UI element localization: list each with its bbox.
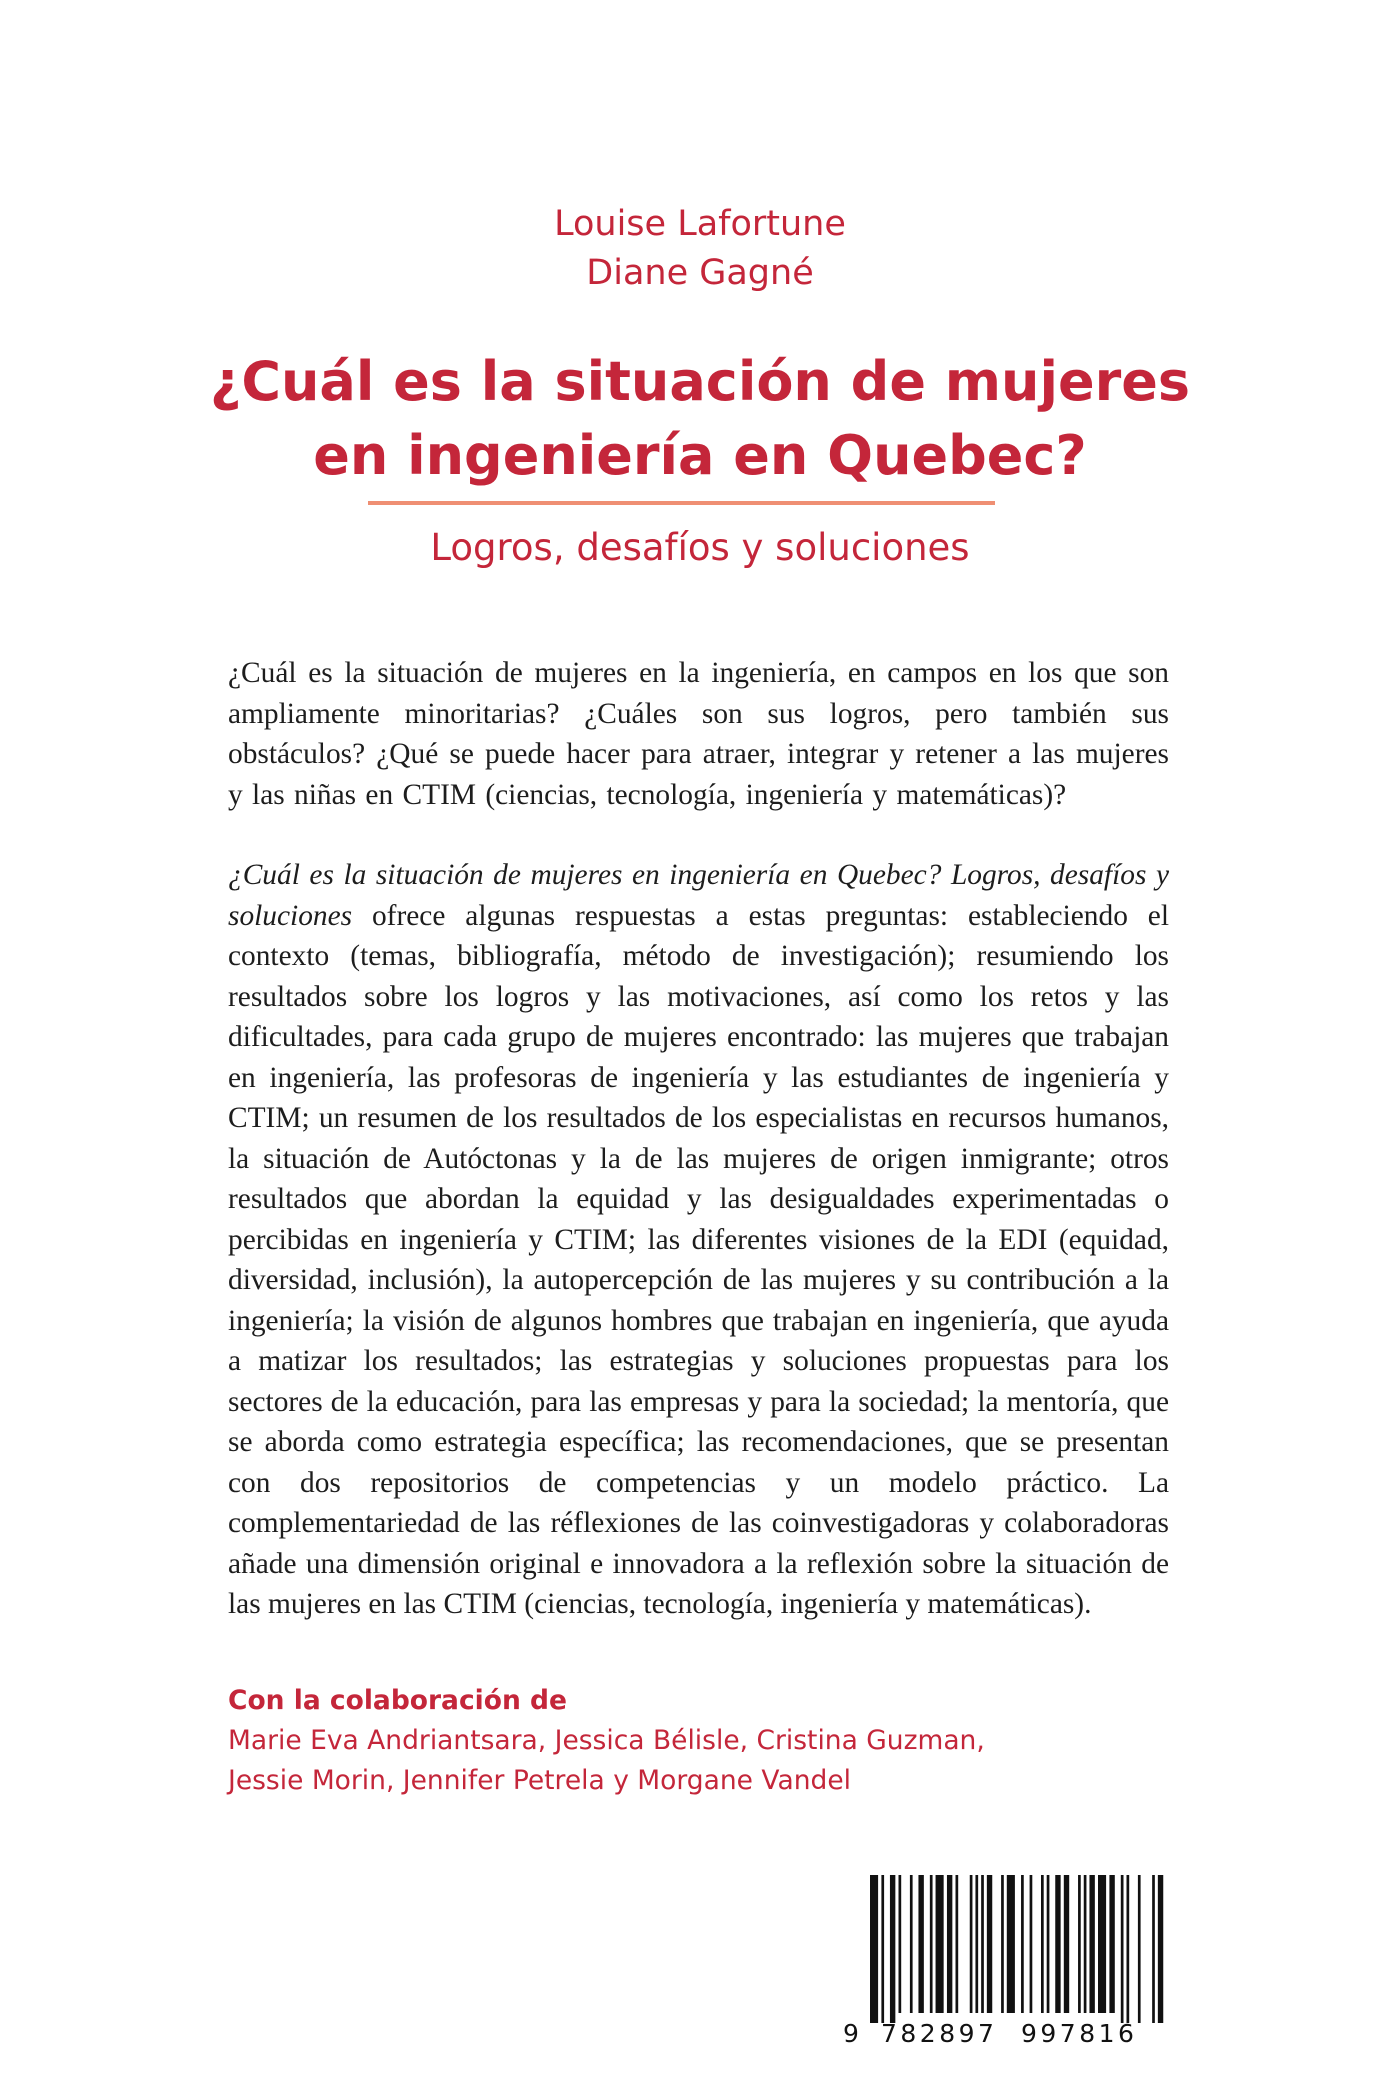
barcode-bar: [1158, 1875, 1163, 2023]
back-cover-text: [228, 653, 1169, 1625]
collaboration-block: [228, 1681, 1178, 1801]
isbn-barcode: [870, 1875, 1168, 2023]
barcode-bar: [1001, 1875, 1004, 2013]
barcode-bar: [975, 1875, 978, 2013]
title-reference: ¿Cuál es la situación de mujeres en ingeniería en Quebec? Logros, desafíos y soluciones: [228, 859, 1169, 932]
barcode-bar: [1021, 1875, 1024, 2013]
barcode-bar: [1109, 1875, 1114, 2013]
collaborators-line-1: Marie Eva Andriantsara, Jessica Bélisle, Cristina Guzman,: [228, 1725, 985, 1756]
barcode-bar: [1055, 1875, 1060, 2013]
barcode-bar: [1041, 1875, 1044, 2013]
isbn-first-digit: 9: [843, 2019, 859, 2048]
barcode-bar: [881, 1875, 884, 2023]
barcode-bar: [1007, 1875, 1015, 2013]
barcode-bar: [1030, 1875, 1033, 2013]
barcode-bar: [970, 1875, 973, 2013]
collaboration-heading: Con la colaboración de: [228, 1685, 567, 1716]
summary-text: ofrece algunas respuestas a estas preguntas: estableciendo el contexto (temas, bibliografía, método de investigación); resumiendo los resultados sobre los logros y las motivaciones, así como los retos y las dificultades, para cada grupo de mujeres encontrado: las mujeres que trabajan en ingeniería, las profesoras de ingeniería y las estudiantes de ingeniería y CTIM; un resumen de los resultados de los especialistas en recursos humanos, la situación de Autóctonas y la de las mujeres de origen inmigrante; otros resultados que abordan la equidad y las desigualdades experimentadas o percibidas en ingeniería y CTIM; las diferentes visiones de la EDI (equidad, diversidad, inclusión), la autopercepción de las mujeres y su contribución a la ingeniería; la visión de algunos hombres que trabajan en ingeniería, que ayuda a matizar los resultados; las estrategias y soluciones propuestas para los sectores de la educación, para las empresas y para la sociedad; la mentoría, que se aborda como estrategia específica; las recomendaciones, que se presentan con dos repositorios de competencias y un modelo práctico. La complementariedad de las réflexiones de las coinvestigadoras y colaboradoras añade una dimensión original e innovadora a la reflexión sobre la situación de las mujeres en las CTIM (ciencias, tecnología, ingeniería y matemáticas).: [228, 899, 1169, 1620]
barcode-bar: [918, 1875, 923, 2013]
barcode-bar: [947, 1875, 952, 2013]
barcode-bar: [1089, 1875, 1094, 2013]
barcode-bar: [956, 1875, 959, 2013]
title-divider: [368, 501, 995, 505]
barcode-bar: [936, 1875, 944, 2013]
barcode-bar: [930, 1875, 933, 2013]
intro-paragraph: ¿Cuál es la situación de mujeres en la ingeniería, en campos en los que son ampliamente minoritarias? ¿Cuáles son sus logros, pero también sus obstáculos? ¿Qué se puede hacer para atraer, integrar y retener a las mujeres y las niñas en CTIM (ciencias, tecnología, ingeniería y matemáticas)?: [228, 657, 1169, 811]
barcode-bar: [910, 1875, 913, 2013]
barcode-bar: [1084, 1875, 1087, 2013]
barcode-bar: [981, 1875, 984, 2013]
collaborators-line-2: Jessie Morin, Jennifer Petrela y Morgane Vandel: [228, 1765, 851, 1796]
barcode-bar: [1138, 1875, 1141, 2023]
summary-paragraph: [228, 855, 1169, 1625]
isbn-group-2: 997816: [1021, 2019, 1138, 2048]
barcode-bar: [890, 1875, 895, 2023]
barcode-bar: [1098, 1875, 1106, 2013]
barcode-bar: [1127, 1875, 1130, 2023]
authors-block: [0, 200, 1400, 298]
barcode-bar: [987, 1875, 992, 2013]
book-title: [0, 345, 1400, 493]
barcode-bar: [899, 1875, 902, 2013]
author-name: Louise Lafortune: [554, 204, 846, 244]
barcode-bar: [870, 1875, 878, 2023]
isbn-number: [843, 2019, 1173, 2059]
barcode-bar: [1078, 1875, 1081, 2013]
barcode-bar: [1064, 1875, 1069, 2013]
author-name: Diane Gagné: [586, 253, 814, 293]
barcode-bar: [1152, 1875, 1155, 2023]
book-subtitle: Logros, desafíos y soluciones: [430, 526, 970, 569]
title-line-2: en ingeniería en Quebec?: [313, 424, 1087, 487]
isbn-group-1: 782897: [881, 2019, 998, 2048]
title-line-1: ¿Cuál es la situación de mujeres: [210, 350, 1190, 413]
barcode-bar: [1121, 1875, 1124, 2023]
barcode-bar: [1047, 1875, 1050, 2013]
